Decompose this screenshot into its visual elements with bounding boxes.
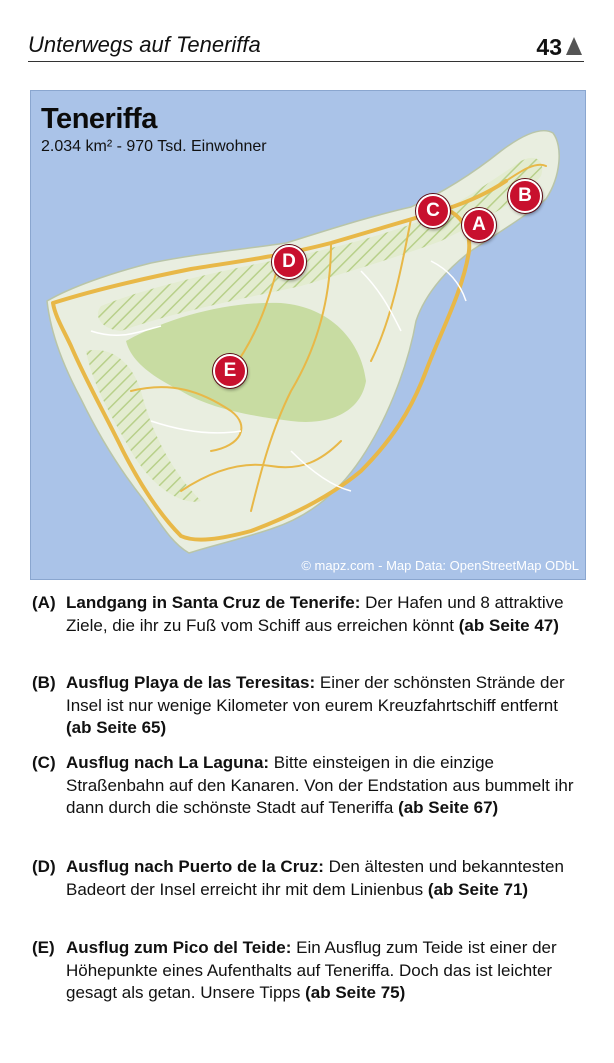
item-heading: Ausflug zum Pico del Teide: — [66, 938, 292, 957]
item-text — [32, 937, 588, 1005]
list-item — [32, 856, 588, 901]
header-divider — [28, 61, 584, 62]
item-page-ref: (ab Seite 47) — [458, 615, 559, 635]
item-page-ref: (ab Seite 71) — [427, 879, 529, 899]
item-body: Den ältesten und bekanntesten Badeort der Insel erreicht ihr mit dem Linienbus — [66, 857, 564, 899]
map-title: Teneriffa — [41, 103, 157, 135]
item-letter: (A) — [32, 593, 56, 612]
item-letter: (C) — [32, 753, 56, 772]
item-page-ref: (ab Seite 65) — [66, 718, 167, 737]
item-body: Ein Ausflug zum Teide ist einer der Höhepunkte eines Aufenthalts auf Teneriffa. Doch das ist leichter gesagt als getan. Unsere Tipps — [66, 938, 557, 1002]
item-body: Bitte einsteigen in die einzige Straßenbahn auf den Kanaren. Von der Endstation aus bummelt ihr dann durch die schönste Stadt auf Teneriffa — [66, 753, 574, 817]
map-marker-b[interactable]: B — [508, 179, 542, 213]
list-item — [32, 937, 588, 1005]
item-heading: Ausflug nach La Laguna: — [66, 753, 270, 772]
item-letter: (B) — [32, 673, 56, 692]
list-item — [32, 672, 588, 740]
map-marker-d[interactable]: D — [272, 245, 306, 279]
item-page-ref: (ab Seite 75) — [305, 983, 406, 1002]
map-marker-e[interactable]: E — [213, 354, 247, 388]
item-text — [32, 856, 588, 901]
item-text — [32, 592, 588, 637]
item-letter: (E) — [32, 938, 55, 957]
item-heading: Ausflug Playa de las Teresitas: — [66, 673, 316, 692]
item-letter: (D) — [32, 857, 56, 876]
item-heading: Landgang in Santa Cruz de Tenerife: — [66, 593, 361, 612]
page-header — [28, 30, 584, 62]
running-title: Unterwegs auf Teneriffa — [28, 32, 261, 57]
triangle-up-icon — [566, 37, 582, 55]
item-text — [32, 752, 588, 820]
page-number: 43 — [536, 34, 562, 60]
item-page-ref: (ab Seite 67) — [398, 798, 499, 817]
item-heading: Ausflug nach Puerto de la Cruz: — [66, 857, 324, 876]
list-item — [32, 592, 588, 637]
map-graphic — [31, 91, 585, 579]
map-marker-c[interactable]: C — [416, 194, 450, 228]
map-subtitle: 2.034 km² - 970 Tsd. Einwohner — [41, 138, 267, 155]
list-item — [32, 752, 588, 820]
island-map — [30, 90, 586, 580]
item-text — [32, 672, 588, 740]
map-marker-a[interactable]: A — [462, 208, 496, 242]
map-credit: © mapz.com - Map Data: OpenStreetMap ODbL — [301, 558, 579, 573]
item-body: Der Hafen und 8 attraktive Ziele, die ihr zu Fuß vom Schiff aus erreichen könnt — [66, 593, 564, 635]
item-body: Einer der schönsten Strände der Insel ist nur wenige Kilometer von eurem Kreuzfahrtschiff entfernt — [66, 673, 565, 715]
